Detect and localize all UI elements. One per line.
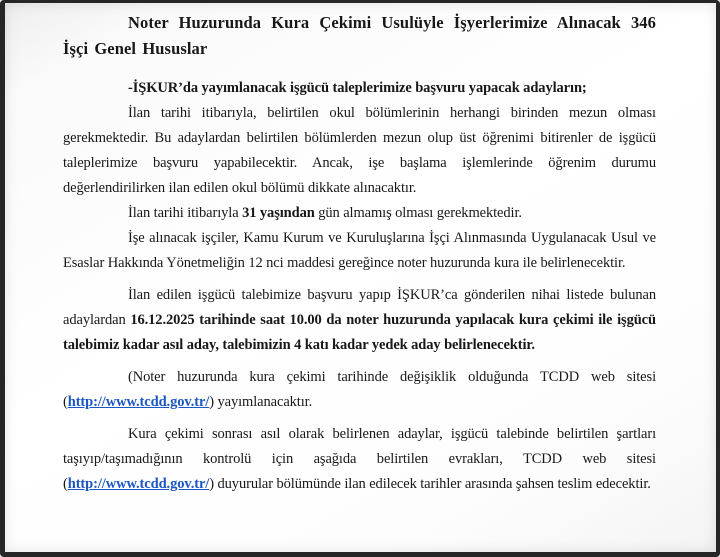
- document-page: [5, 3, 716, 552]
- date-change-notice-paragraph: [63, 365, 656, 415]
- bold-text-run: 31 yaşından: [242, 205, 315, 221]
- text-run: İlan tarihi itibarıyla: [128, 205, 243, 221]
- text-run: ) yayımlanacaktır.: [209, 394, 313, 410]
- education-requirement-paragraph: [63, 101, 656, 201]
- text-run: (Noter huzurunda kura çekimi tarihinde değişiklik olduğunda TCDD web sitesi (: [63, 369, 656, 410]
- iskur-heading: [63, 76, 656, 101]
- text-run: gün almamış olması gerekmektedir.: [314, 205, 522, 221]
- text-run: İşe alınacak işçiler, Kamu Kurum ve Kuruluşlarına İşçi Alınmasında Uygulanacak Usul ve Esaslar Hakkında Yönetmeliğin 12 nci maddesi gereğince noter huzurunda kura ile belirlenecektir.: [63, 230, 656, 271]
- tcdd-website-link[interactable]: http://www.tcdd.gov.tr/: [67, 476, 210, 492]
- document-submission-paragraph: [63, 422, 656, 497]
- text-run: İlan tarihi itibarıyla, belirtilen okul bölümlerinin herhangi birinden mezun olması gerekmektedir. Bu adaylardan belirtilen bölümlerden mezun olup üst öğrenimi bitirenler de işgücü taleplerimize başvuru yapabilecektir. Ancak, işe başlama işlemlerinde öğrenim durumu değerlendirilirken ilan edilen okul bölümü dikkate alınacaktır.: [63, 105, 656, 196]
- regulation-paragraph: [63, 226, 656, 276]
- text-run: İlan edilen işgücü talebimize başvuru yapıp İŞKUR’ca gönderilen nihai listede bulunan adaylardan: [63, 287, 656, 328]
- bold-text-run: 16.12.2025 tarihinde saat 10.00 da noter huzurunda yapılacak kura çekimi ile işgücü talebimiz kadar asıl aday, talebimizin 4 katı kadar yedek aday belirlenecektir.: [63, 312, 656, 353]
- text-run: ) duyurular bölümünde ilan edilecek tarihler arasında şahsen teslim edecektir.: [209, 476, 651, 492]
- text-run: Kura çekimi sonrası asıl olarak belirlenen adaylar, işgücü talebinde belirtilen şartları taşıyıp/taşımadığının kontrolü için aşağıda belirtilen evrakları, TCDD web sitesi (: [63, 426, 656, 492]
- tcdd-website-link[interactable]: http://www.tcdd.gov.tr/: [67, 394, 210, 410]
- age-requirement-paragraph: [63, 201, 656, 226]
- bold-text-run: -İŞKUR’da yayımlanacak işgücü taleplerimize başvuru yapacak adayların;: [128, 80, 587, 96]
- document-title: Noter Huzurunda Kura Çekimi Usulüyle İşyerlerimize Alınacak 346 İşçi Genel Hususlar: [63, 13, 656, 58]
- document-body: [63, 76, 656, 497]
- lottery-date-paragraph: [63, 283, 656, 358]
